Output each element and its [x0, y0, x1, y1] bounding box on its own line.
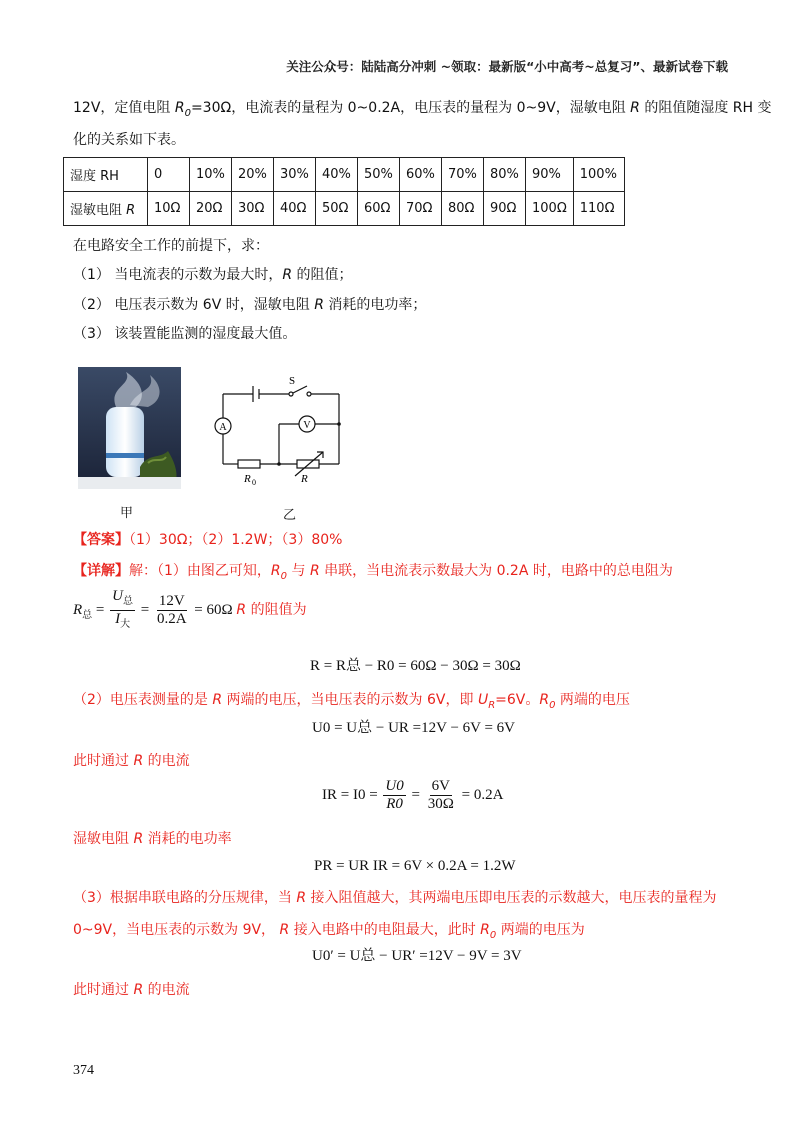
table-cell: 100Ω: [526, 192, 574, 226]
table-cell: 湿度 RH: [64, 158, 148, 192]
table-cell: 70Ω: [400, 192, 442, 226]
intro-line-1: 12V，定值电阻 $R_0=30\Omega$，电流表的量程为 0~0.2A，电压表的量程为 0~9V，湿敏电阻 R 的阻值随湿度 RH 变: [73, 100, 772, 119]
table-cell: 50Ω: [316, 192, 358, 226]
figure-label-jia: 甲: [120, 506, 134, 521]
detail-line-7: 此时通过 R 的电流: [73, 982, 190, 998]
table-cell: 90Ω: [484, 192, 526, 226]
table-cell: 110Ω: [573, 192, 624, 226]
table-cell: 20%: [232, 158, 274, 192]
switch-label: S: [289, 375, 296, 387]
table-cell: 30%: [274, 158, 316, 192]
page-header: 关注公众号：陆陆高分冲刺 ~领取：最新版“小中高考~总复习”、最新试卷下载: [286, 59, 728, 74]
table-cell: 30Ω: [232, 192, 274, 226]
equation-power: PR = UR IR = 6V × 0.2A = 1.2W: [314, 858, 516, 874]
table-cell: 90%: [526, 158, 574, 192]
circuit-diagram: [205, 372, 355, 490]
answer-line: 【答案】（1）30Ω；（2）1.2W；（3）80%: [73, 532, 343, 548]
table-cell: 70%: [442, 158, 484, 192]
table-cell: 60%: [400, 158, 442, 192]
intro-line-2: 化的关系如下表。: [73, 132, 185, 148]
page-number: 374: [73, 1063, 94, 1078]
equation-u0: U0 = U总 − UR =12V − 6V = 6V: [312, 720, 516, 736]
table-cell: 40%: [316, 158, 358, 192]
table-cell: 100%: [573, 158, 624, 192]
humidifier-photo: [78, 367, 181, 489]
table-cell: 50%: [358, 158, 400, 192]
equation-current: IR = I0 = $\frac{U0}{R0}$ = $\frac{6V}{30\Omega}$ = 0.2A: [322, 778, 504, 813]
table-row: [64, 192, 625, 226]
table-cell: 湿敏电阻 R: [64, 192, 148, 226]
table-row: [64, 158, 625, 192]
equation-total-resistance: $R_总$ = $\frac{U_总}{I_大}$ = $\frac{12V}{0.2A}$ = 60Ω R 的阻值为: [73, 588, 307, 630]
equation-u0-prime: U0′ = U总 − UR′ =12V − 9V = 3V: [312, 948, 522, 964]
ammeter-label: A: [219, 422, 227, 433]
table-cell: 80%: [484, 158, 526, 192]
table-cell: 10%: [190, 158, 232, 192]
table-cell: 10Ω: [148, 192, 190, 226]
table-cell: 40Ω: [274, 192, 316, 226]
r-label: R: [301, 473, 308, 485]
r0-subscript: 0: [252, 478, 256, 487]
table-cell: 60Ω: [358, 192, 400, 226]
question-3: （3） 该装置能监测的湿度最大值。: [73, 326, 297, 342]
r0-label: R: [244, 473, 251, 485]
detail-line-3: 此时通过 R 的电流: [73, 753, 190, 769]
detail-line-5: （3）根据串联电路的分压规律，当 R 接入阻值越大，其两端电压即电压表的示数越大，电压表的量程为: [73, 890, 717, 906]
table-cell: 80Ω: [442, 192, 484, 226]
question-premise: 在电路安全工作的前提下，求：: [73, 238, 269, 254]
question-1: （1） 当电流表的示数为最大时，R 的阻值；: [73, 267, 353, 283]
table-cell: 0: [148, 158, 190, 192]
question-2: （2） 电压表示数为 6V 时，湿敏电阻 R 消耗的电功率；: [73, 297, 427, 313]
detail-line-6: 0~9V，当电压表的示数为 9V， R 接入电路中的电阻最大，此时 $R_0$ 两端的电压为: [73, 922, 585, 941]
detail-line-2: （2）电压表测量的是 R 两端的电压，当电压表的示数为 6V，即 $U_R=6V$。$R_0$ 两端的电压: [73, 692, 630, 711]
detail-line-4: 湿敏电阻 R 消耗的电功率: [73, 831, 232, 847]
humidity-resistance-table: [63, 157, 625, 226]
figure-label-yi: 乙: [283, 508, 297, 523]
table-cell: 20Ω: [190, 192, 232, 226]
detail-line-1: 【详解】解：（1）由图乙可知，$R_0$ 与 R 串联，当电流表示数最大为 0.2A 时，电路中的总电阻为: [73, 563, 673, 582]
voltmeter-label: V: [303, 420, 311, 431]
equation-r-value: R = R总 − R0 = 60Ω − 30Ω = 30Ω: [310, 658, 521, 674]
